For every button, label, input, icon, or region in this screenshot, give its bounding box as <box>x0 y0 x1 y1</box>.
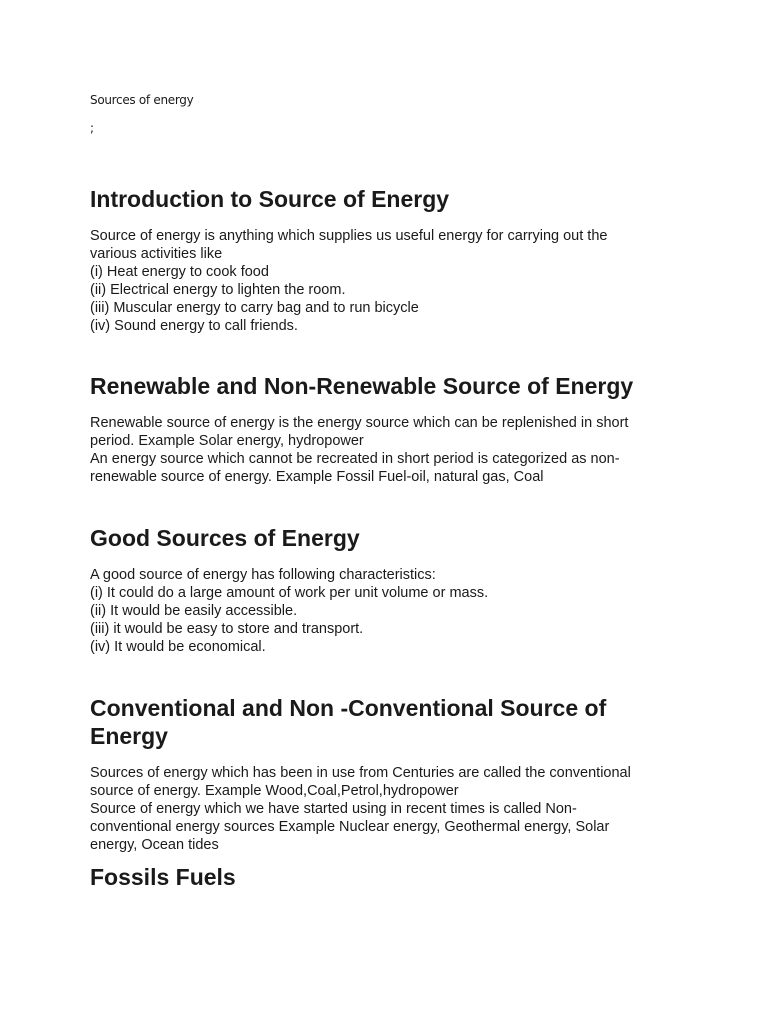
text-line: renewable source of energy. Example Fossil Fuel-oil, natural gas, Coal <box>90 469 544 485</box>
section-renewable <box>90 372 670 486</box>
text-line: source of energy. Example Wood,Coal,Petrol,hydropower <box>90 783 459 799</box>
section-good-sources <box>90 524 670 656</box>
text-line: A good source of energy has following characteristics: <box>90 567 436 583</box>
section-body <box>90 566 670 656</box>
text-line: conventional energy sources Example Nuclear energy, Geothermal energy, Solar <box>90 819 610 835</box>
section-heading: Fossils Fuels <box>90 864 236 890</box>
section-heading: Introduction to Source of Energy <box>90 186 450 212</box>
text-line: (iv) It would be economical. <box>90 639 266 655</box>
text-line: various activities like <box>90 246 223 262</box>
text-line: (iv) Sound energy to call friends. <box>90 318 298 334</box>
section-heading <box>90 694 670 750</box>
text-line: (i) It could do a large amount of work per unit volume or mass. <box>90 585 489 601</box>
document-separator: ; <box>90 121 95 135</box>
section-body <box>90 414 670 486</box>
text-line: (i) Heat energy to cook food <box>90 264 269 280</box>
text-line: (ii) Electrical energy to lighten the room. <box>90 282 346 298</box>
section-fossil-fuels <box>90 863 670 905</box>
text-line: (iii) it would be easy to store and transport. <box>90 621 364 637</box>
section-body <box>90 227 670 335</box>
text-line: energy, Ocean tides <box>90 837 219 853</box>
text-line: period. Example Solar energy, hydropower <box>90 433 364 449</box>
section-conventional <box>90 694 670 854</box>
heading-line: Energy <box>90 723 168 749</box>
text-line: An energy source which cannot be recreated in short period is categorized as non- <box>90 451 620 467</box>
section-body <box>90 764 670 854</box>
section-heading: Good Sources of Energy <box>90 525 360 551</box>
text-line: Sources of energy which has been in use from Centuries are called the conventional <box>90 765 631 781</box>
text-line: Renewable source of energy is the energy source which can be replenished in short <box>90 415 629 431</box>
text-line: Source of energy which we have started using in recent times is called Non- <box>90 801 577 817</box>
section-heading: Renewable and Non-Renewable Source of Energy <box>90 373 634 399</box>
text-line: Source of energy is anything which supplies us useful energy for carrying out the <box>90 228 608 244</box>
text-line: (ii) It would be easily accessible. <box>90 603 298 619</box>
document-title: Sources of energy <box>90 93 194 107</box>
section-introduction <box>90 185 670 335</box>
heading-line: Conventional and Non -Conventional Source of <box>90 695 607 721</box>
text-line: (iii) Muscular energy to carry bag and to run bicycle <box>90 300 419 316</box>
